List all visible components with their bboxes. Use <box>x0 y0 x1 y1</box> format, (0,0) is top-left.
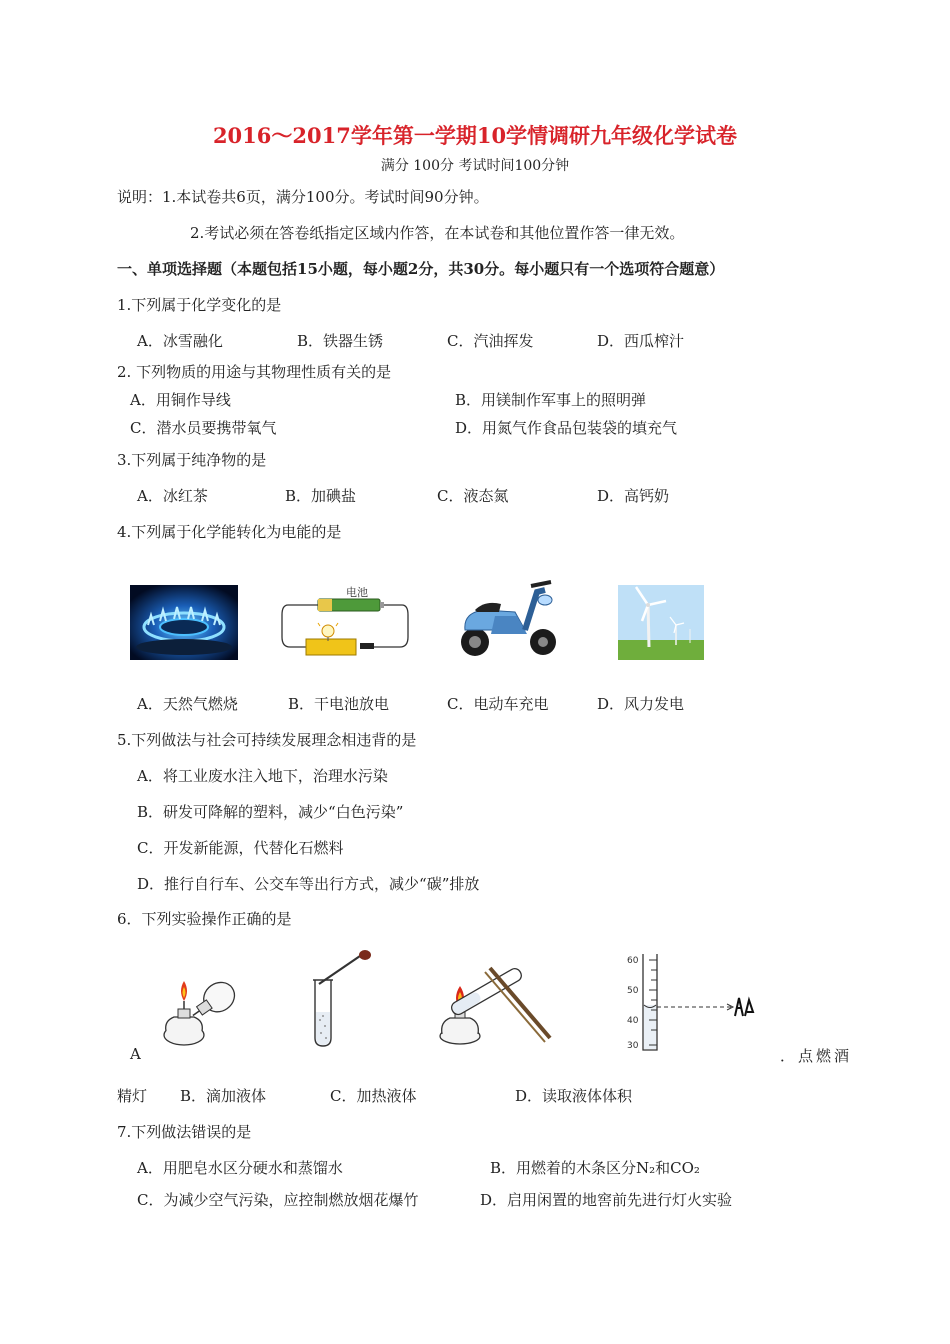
question-7-option-b: B．用燃着的木条区分N₂和CO₂ <box>490 1159 700 1177</box>
question-7-option-c: C．为减少空气污染，应控制燃放烟花爆竹 <box>137 1191 419 1209</box>
question-2-stem: 2. 下列物质的用途与其物理性质有关的是 <box>117 363 392 381</box>
lighting-alcohol-lamp-image <box>160 965 245 1050</box>
question-1-option-b: B．铁器生锈 <box>297 332 384 350</box>
question-3-option-c: C．液态氮 <box>437 487 509 505</box>
question-6-stem: 6．下列实验操作正确的是 <box>117 910 292 928</box>
question-7-option-a: A．用肥皂水区分硬水和蒸馏水 <box>137 1159 343 1177</box>
question-1-stem: 1.下列属于化学变化的是 <box>117 296 282 314</box>
question-2-option-d: D．用氮气作食品包装袋的填充气 <box>455 419 678 437</box>
question-4-stem: 4.下列属于化学能转化为电能的是 <box>117 523 342 541</box>
page-subtitle: 满分 100分 考试时间100分钟 <box>380 158 570 174</box>
question-6-option-a-cont: 精灯 <box>117 1087 148 1105</box>
question-6-option-c: C．加热液体 <box>330 1087 417 1105</box>
graduated-cylinder-image <box>615 950 765 1055</box>
question-1-option-d: D．西瓜榨汁 <box>597 332 685 350</box>
dropper-test-tube-image <box>305 950 380 1050</box>
question-3-option-d: D．高钙奶 <box>597 487 670 505</box>
question-5-option-c: C．开发新能源，代替化石燃料 <box>137 839 344 857</box>
question-3-option-a: A．冰红茶 <box>137 487 208 505</box>
cylinder-tick-50: 50 <box>627 986 639 996</box>
question-4-option-a: A．天然气燃烧 <box>137 695 238 713</box>
section-heading: 一、单项选择题（本题包括15小题，每小题2分，共30分。每小题只有一个选项符合题意） <box>117 260 725 278</box>
question-3-option-b: B．加碘盐 <box>285 487 357 505</box>
question-6-option-a-tail: ．点燃酒 <box>780 1047 853 1065</box>
dry-cell-circuit-image <box>280 585 410 660</box>
question-2-option-b: B．用镁制作军事上的照明弹 <box>455 391 647 409</box>
question-5-option-d: D．推行自行车、公交车等出行方式，减少“碳”排放 <box>137 875 480 893</box>
electric-scooter-image <box>455 572 560 660</box>
question-6-option-d: D．读取液体体积 <box>515 1087 633 1105</box>
question-4-option-b: B．干电池放电 <box>288 695 390 713</box>
question-4-option-c: C．电动车充电 <box>447 695 549 713</box>
question-5-option-b: B．研发可降解的塑料，减少“白色污染” <box>137 803 404 821</box>
note-1: 说明：1.本试卷共6页，满分100分。考试时间90分钟。 <box>117 188 489 206</box>
question-2-option-c: C．潜水员要携带氧气 <box>130 419 277 437</box>
wind-turbine-image <box>618 585 704 660</box>
question-7-stem: 7.下列做法错误的是 <box>117 1123 252 1141</box>
note-2: 2.考试必须在答卷纸指定区域内作答，在本试卷和其他位置作答一律无效。 <box>190 224 685 242</box>
question-1-option-a: A．冰雪融化 <box>137 332 223 350</box>
question-7-option-d: D．启用闲置的地窖前先进行灯火实验 <box>480 1191 733 1209</box>
question-4-option-d: D．风力发电 <box>597 695 685 713</box>
question-5-stem: 5.下列做法与社会可持续发展理念相违背的是 <box>117 731 417 749</box>
question-1-option-c: C．汽油挥发 <box>447 332 534 350</box>
cylinder-tick-60: 60 <box>627 956 639 966</box>
heating-test-tube-image <box>430 958 555 1050</box>
question-6-option-b: B．滴加液体 <box>180 1087 267 1105</box>
page-title: 2016～2017学年第一学期10学情调研九年级化学试卷 <box>212 123 738 148</box>
question-5-option-a: A．将工业废水注入地下，治理水污染 <box>137 767 388 785</box>
question-3-stem: 3.下列属于纯净物的是 <box>117 451 267 469</box>
cylinder-tick-30: 30 <box>627 1041 639 1051</box>
question-2-option-a: A．用铜作导线 <box>130 391 231 409</box>
gas-flame-image <box>130 585 238 660</box>
question-6-option-a-letter: A <box>130 1045 141 1063</box>
cylinder-tick-40: 40 <box>627 1016 639 1026</box>
battery-label: 电池 <box>346 586 368 599</box>
